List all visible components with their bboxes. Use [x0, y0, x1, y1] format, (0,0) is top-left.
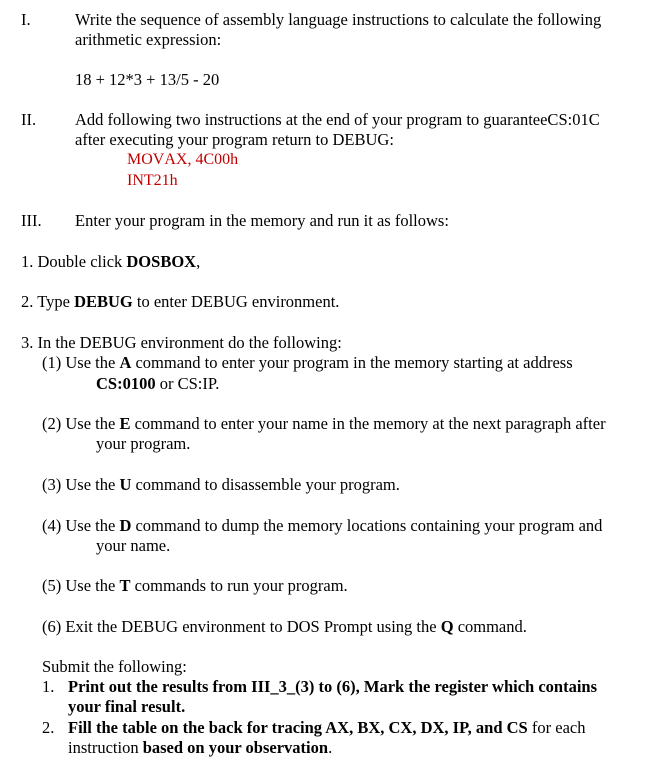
code-arg: 21h [153, 172, 178, 189]
substep-6-text: (6) Exit the DEBUG environment to DOS Prompt using the [42, 617, 441, 636]
substep-2-bold: E [119, 414, 131, 433]
submit-item-2-line-2 [68, 738, 332, 758]
substep-5-bold: T [119, 576, 131, 595]
section-3-numeral: III. [21, 211, 42, 230]
substep-1-line-2 [96, 374, 219, 394]
submit-item-2-bold: Fill the table on the back for tracing AX, BX, CX, DX, IP, and CS [68, 718, 528, 737]
submit-item-2-line-2-pre: instruction [68, 738, 143, 757]
substep-3 [42, 475, 400, 495]
section-1-line-1: Write the sequence of assembly language instructions to calculate the following [75, 10, 602, 29]
submit-item-2-line-1 [68, 718, 585, 738]
substep-4-post: command to dump the memory locations containing your program and [131, 516, 603, 535]
substep-4-line-2: your name. [96, 536, 171, 555]
substep-5-text: (5) Use the [42, 576, 120, 595]
step-1-bold: DOSBOX [126, 252, 197, 271]
step-3: 3. In the DEBUG environment do the following: [21, 333, 342, 352]
section-2-line-2: after executing your program return to DEBUG: [75, 130, 394, 149]
code-op: INT [127, 172, 154, 189]
step-2-bold: DEBUG [74, 292, 133, 311]
substep-1-text: (1) Use the [42, 353, 120, 372]
step-1-text: 1. Double click [21, 252, 127, 271]
substep-4-bold: D [119, 516, 132, 535]
substep-1-post: command to enter your program in the memory starting at address [131, 353, 573, 372]
code-op: MOV [127, 151, 165, 168]
substep-4 [42, 516, 602, 536]
step-1-post: , [196, 252, 201, 271]
submit-item-1-line-2 [68, 697, 185, 717]
submit-item-1-text-2: your final result. [68, 697, 186, 716]
submit-item-1-line-1 [68, 677, 597, 697]
substep-2-text: (2) Use the [42, 414, 120, 433]
substep-3-text: (3) Use the [42, 475, 120, 494]
section-2-line-1: Add following two instructions at the end of your program to guaranteeCS:01C [75, 110, 600, 129]
substep-5-post: commands to run your program. [130, 576, 348, 595]
submit-item-2-line-2-bold: based on your observation [142, 738, 329, 757]
step-1 [21, 252, 200, 272]
step-2 [21, 292, 339, 312]
substep-3-bold: U [119, 475, 132, 494]
substep-6-post: command. [453, 617, 527, 636]
substep-2 [42, 414, 606, 434]
section-1-line-2: arithmetic expression: [75, 30, 222, 49]
code-line-mov [127, 150, 238, 170]
substep-2-post: command to enter your name in the memory at the next paragraph after [130, 414, 606, 433]
substep-1-bold: A [119, 353, 132, 372]
substep-3-post: command to disassemble your program. [131, 475, 400, 494]
substep-1-line-2-post: or CS:IP. [155, 374, 220, 393]
section-1-numeral: I. [21, 10, 31, 29]
submit-heading: Submit the following: [42, 657, 187, 676]
code-line-int [127, 171, 178, 191]
section-2-numeral: II. [21, 110, 37, 129]
substep-4-text: (4) Use the [42, 516, 120, 535]
submit-item-2-post: for each [527, 718, 586, 737]
substep-2-line-2: your program. [96, 434, 191, 453]
substep-5 [42, 576, 348, 596]
substep-6 [42, 617, 527, 637]
submit-item-1-number: 1. [42, 677, 55, 696]
substep-6-bold: Q [440, 617, 454, 636]
submit-item-2-line-2-post: . [328, 738, 333, 757]
substep-1-address: CS:0100 [96, 374, 156, 393]
arithmetic-expression: 18 + 12*3 + 13/5 - 20 [75, 70, 220, 89]
substep-1 [42, 353, 573, 373]
step-2-text: 2. Type [21, 292, 75, 311]
section-3-intro: Enter your program in the memory and run it as follows: [75, 211, 449, 230]
code-arg: AX, 4C00h [164, 151, 239, 168]
step-2-post: to enter DEBUG environment. [132, 292, 340, 311]
submit-item-1-text: Print out the results from III_3_(3) to (6), Mark the register which contains [68, 677, 598, 696]
submit-item-2-number: 2. [42, 718, 55, 737]
